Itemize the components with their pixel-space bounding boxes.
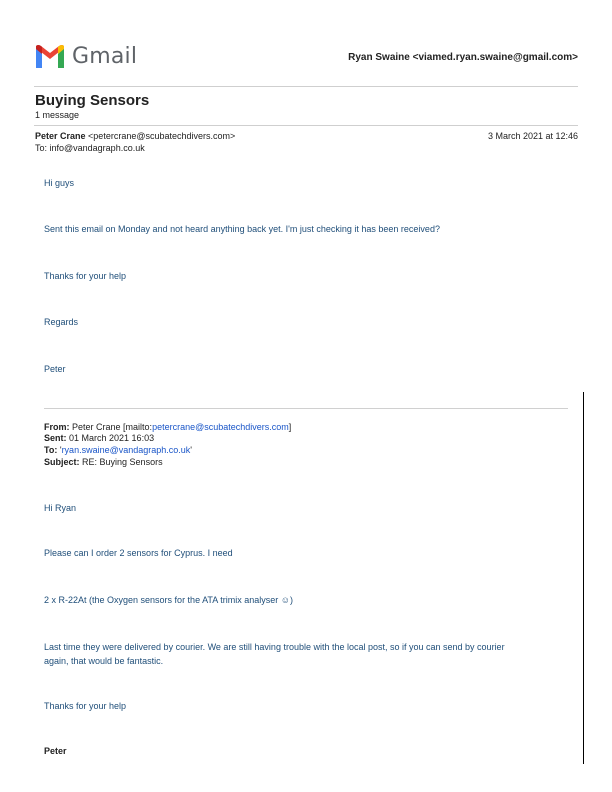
gmail-logo-icon xyxy=(34,44,66,70)
quoted-body-line: Thanks for your help xyxy=(44,701,127,711)
quoted-from-label: From: xyxy=(44,422,70,432)
quoted-from-email-link[interactable]: petercrane@scubatechdivers.com xyxy=(152,422,289,432)
quoted-subject-label: Subject: xyxy=(44,457,80,467)
thread-divider xyxy=(34,125,578,126)
message-count: 1 message xyxy=(35,110,80,120)
body-line: Sent this email on Monday and not heard anything back yet. I'm just checking it has been received? xyxy=(44,224,440,234)
quote-divider xyxy=(44,408,568,409)
body-line: Peter xyxy=(44,364,66,374)
body-line: Hi guys xyxy=(44,178,75,188)
account-info: Ryan Swaine <viamed.ryan.swaine@gmail.com> xyxy=(348,52,578,63)
quoted-from-close: ] xyxy=(288,422,292,432)
quoted-sent-value: 01 March 2021 16:03 xyxy=(69,433,155,443)
quoted-to-email-link[interactable]: ryan.swaine@vandagraph.co.uk xyxy=(61,445,191,455)
quoted-body-line: Hi Ryan xyxy=(44,503,77,513)
quoted-from-name: Peter Crane [mailto: xyxy=(72,422,153,432)
quoted-sent-label: Sent: xyxy=(44,433,67,443)
body-line: Regards xyxy=(44,317,79,327)
quoted-sent xyxy=(44,433,154,443)
quote-margin-line xyxy=(583,392,584,764)
gmail-logo-text: Gmail xyxy=(72,44,138,69)
body-line: Thanks for your help xyxy=(44,271,127,281)
recipient-line: To: info@vandagraph.co.uk xyxy=(35,143,145,153)
header-divider xyxy=(34,86,578,87)
quoted-to-label: To: xyxy=(44,445,58,455)
quoted-body-line: Please can I order 2 sensors for Cyprus. I need xyxy=(44,548,233,558)
quoted-body-line: Last time they were delivered by courier. We are still having trouble with the local post, so if you can send by courier xyxy=(44,642,505,652)
sender-line xyxy=(35,131,235,141)
quoted-to-close: ' xyxy=(190,445,192,455)
quoted-signature: Peter xyxy=(44,746,67,756)
message-date: 3 March 2021 at 12:46 xyxy=(487,131,578,141)
sender-email: <petercrane@scubatechdivers.com> xyxy=(88,131,236,141)
quoted-subject xyxy=(44,457,163,467)
quoted-from xyxy=(44,422,291,432)
quoted-to xyxy=(44,445,192,455)
quoted-body-line: again, that would be fantastic. xyxy=(44,656,164,666)
sender-name: Peter Crane xyxy=(35,131,86,141)
quoted-subject-value: RE: Buying Sensors xyxy=(82,457,163,467)
quoted-to-open: ' xyxy=(59,445,62,455)
quoted-body-line: 2 x R-22At (the Oxygen sensors for the ATA trimix analyser ☺) xyxy=(44,595,293,605)
thread-subject: Buying Sensors xyxy=(35,92,150,109)
